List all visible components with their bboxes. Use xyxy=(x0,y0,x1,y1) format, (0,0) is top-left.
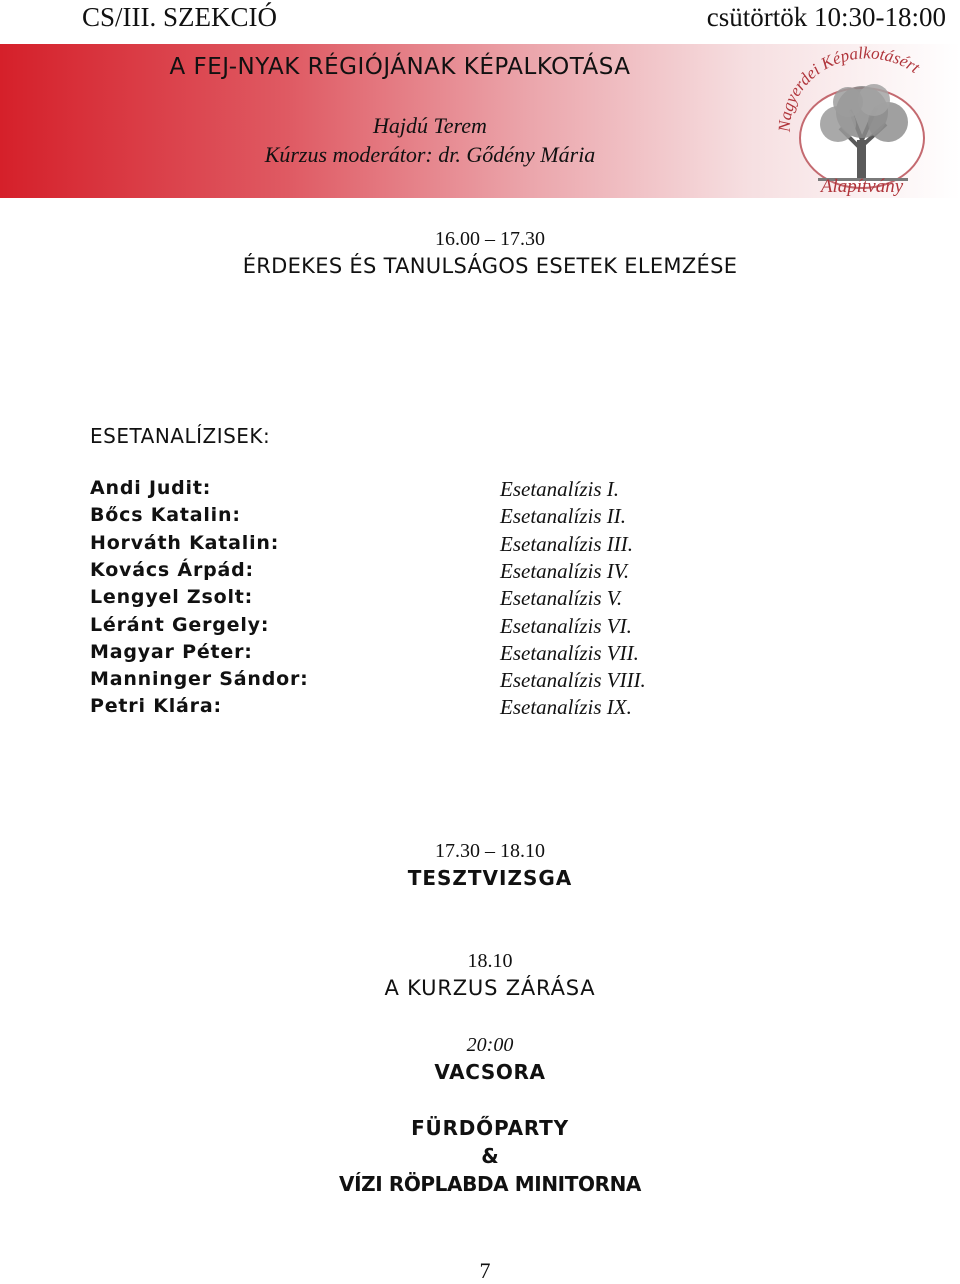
case-topic: Esetanalízis I. xyxy=(500,477,619,501)
presenter-name: Manninger Sándor: xyxy=(90,668,309,691)
case-row xyxy=(90,477,850,504)
case-row xyxy=(90,559,850,586)
section-label: CS/III. SZEKCIÓ xyxy=(82,2,277,32)
case-topic: Esetanalízis IV. xyxy=(500,558,630,583)
moderator-label: Kúrzus moderátor: dr. Gődény Mária xyxy=(264,142,596,167)
presenter-name: Horváth Katalin: xyxy=(90,531,280,554)
case-topic: Esetanalízis VIII. xyxy=(500,668,646,693)
block-title: A KURZUS ZÁRÁSA xyxy=(384,976,596,1000)
case-row xyxy=(90,532,850,559)
case-topic: Esetanalízis III. xyxy=(500,531,633,556)
case-topic: Esetanalízis V. xyxy=(500,586,623,611)
case-row xyxy=(90,695,850,722)
cases-heading: ESETANALÍZISEK: xyxy=(90,424,271,448)
block-time: 20:00 xyxy=(466,1034,514,1056)
case-topic: Esetanalízis II. xyxy=(500,504,626,529)
presenter-name: Kovács Árpád: xyxy=(90,558,254,581)
page-number: 7 xyxy=(479,1258,491,1283)
presenter-name: Lengyel Zsolt: xyxy=(90,586,254,609)
logo-text-bottom: Alapítvány xyxy=(820,176,904,197)
session-title: A FEJ-NYAK RÉGIÓJÁNAK KÉPALKOTÁSA xyxy=(169,54,631,80)
presenter-name: Léránt Gergely: xyxy=(90,613,270,636)
room-label: Hajdú Terem xyxy=(373,113,487,138)
case-row xyxy=(90,614,850,641)
session-time: csütörtök 10:30-18:00 xyxy=(706,2,946,32)
block-time: 16.00 – 17.30 xyxy=(435,228,545,250)
presenter-name: Petri Klára: xyxy=(90,695,222,718)
logo-text-top: Nagyerdei Képalkotásért xyxy=(774,43,924,133)
case-row xyxy=(90,668,850,695)
case-topic: Esetanalízis VII. xyxy=(500,640,639,665)
party-title: FÜRDŐPARTY xyxy=(411,1116,569,1140)
block-title: ÉRDEKES ÉS TANULSÁGOS ESETEK ELEMZÉSE xyxy=(242,254,738,278)
case-topic: Esetanalízis VI. xyxy=(500,613,632,638)
presenter-name: Andi Judit: xyxy=(90,477,212,499)
block-time: 18.10 xyxy=(467,950,513,972)
case-row xyxy=(90,586,850,613)
foundation-logo xyxy=(762,40,960,202)
presenter-name: Bőcs Katalin: xyxy=(90,504,241,527)
party-subtitle: VÍZI RÖPLABDA MINITORNA xyxy=(339,1172,641,1196)
case-topic: Esetanalízis IX. xyxy=(500,695,632,720)
case-row xyxy=(90,504,850,531)
party-ampersand: & xyxy=(481,1144,499,1168)
block-time: 17.30 – 18.10 xyxy=(435,840,545,862)
block-title: VACSORA xyxy=(434,1060,546,1084)
presenter-name: Magyar Péter: xyxy=(90,640,253,663)
block-title: TESZTVIZSGA xyxy=(407,866,573,890)
case-row xyxy=(90,641,850,668)
